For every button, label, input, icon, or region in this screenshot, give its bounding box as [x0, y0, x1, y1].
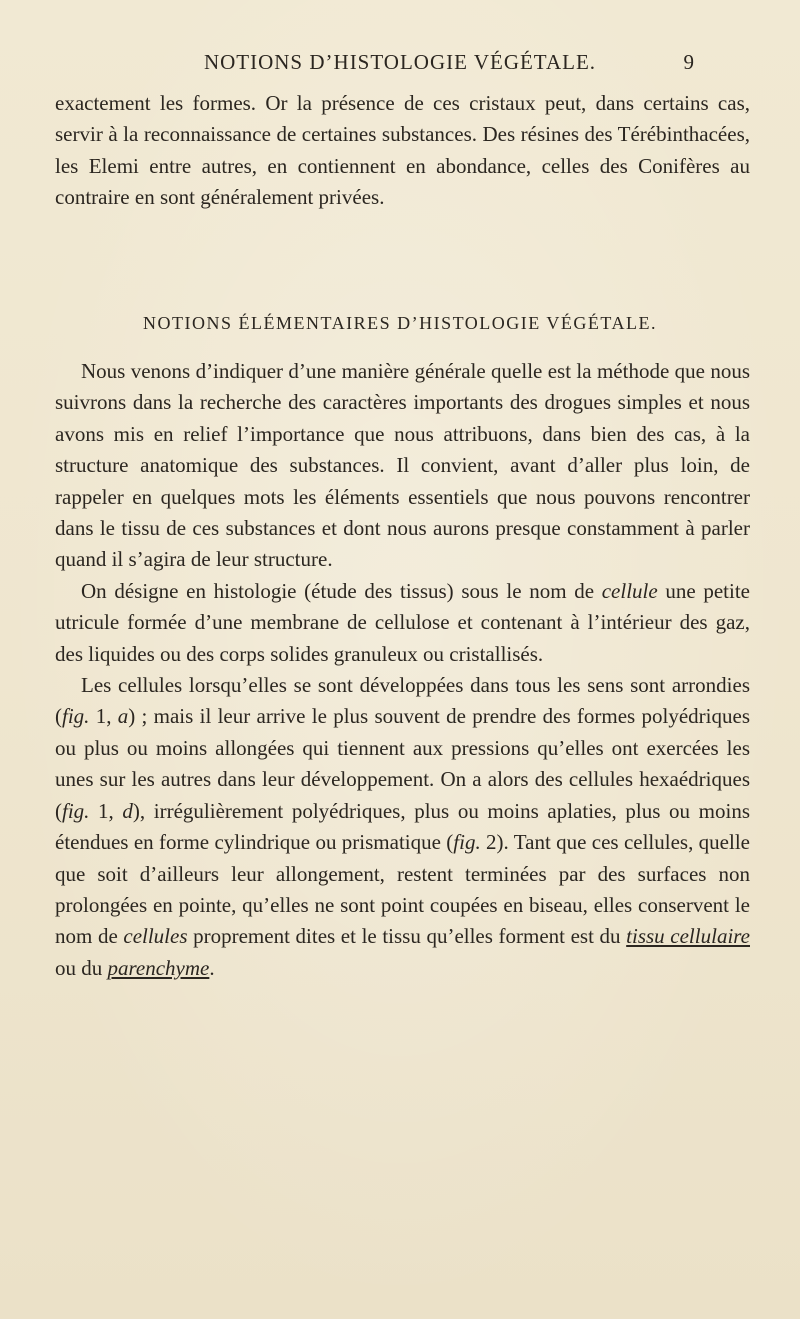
paragraph-text: exactement les formes. Or la présence de ces cristaux peut, dans certains cas, servir à la reconnaissance de certaines substances. Des résines des Térébinthacées, les Elemi entre autres, en contiennent en abondance, celles des Conifères au contraire en sont généralement privées. [55, 91, 750, 210]
running-head [0, 50, 800, 80]
term-parenchyme: parenchyme [107, 955, 210, 980]
text-run: ) ; mais il leur arrive le plus souvent de prendre des formes polyédriques ou plus ou moins allongées qui tiennent aux pressions qu’elles ont exercées les unes sur les autres dans leur développement. On a alors des cellules hexaédriques ( [55, 704, 750, 823]
text-run: ou du [55, 955, 108, 980]
text-run: 1, [89, 798, 123, 823]
paragraph-intro: Nous venons d’indiquer d’une manière générale quelle est la méthode que nous suivrons dans la recherche des caractères importants des drogues simples et nous avons mis en relief l’importance que nous attribuons, dans bien des cas, à la structure anatomique des substances. Il convient, avant d’aller plus loin, de rappeler en quelques mots les éléments essentiels que nous pouvons rencontrer dans le tissu de ces substances et dont nous aurons presque constamment à parler quand il s’agira de leur structure. [55, 359, 750, 572]
page-number: 9 [683, 50, 695, 74]
fig-reference: fig. [62, 704, 90, 729]
text-run: On désigne en histologie (étude des tissus) sous le nom de [81, 578, 602, 603]
fig-letter: d [122, 798, 133, 823]
fig-reference: fig. [62, 798, 90, 823]
section-body [55, 356, 750, 984]
fig-reference: fig. [453, 830, 481, 855]
running-title: NOTIONS D’HISTOLOGIE VÉGÉTALE. [203, 50, 597, 74]
fig-letter: a [117, 704, 129, 729]
paragraph-cell-shapes [55, 670, 750, 984]
opening-paragraph [55, 88, 750, 214]
term-cellules: cellules [123, 924, 188, 949]
text-run: proprement dites et le tissu qu’elles forment est du [187, 924, 627, 949]
paragraph-cellule-definition [55, 576, 750, 670]
text-run: 2). Tant que ces cellules, quelle que soit d’ailleurs leur allongement, restent terminées par des surfaces non prolongées en pointe, qu’elles ne sont point coupées en biseau, elles conservent le nom de [55, 830, 750, 949]
term-cellule: cellule [601, 578, 658, 603]
text-run: Les cellules lorsqu’elles se sont développées dans tous les sens sont arrondies ( [55, 673, 750, 729]
text-run: ), irrégulièrement polyédriques, plus ou moins aplaties, plus ou moins étendues en forme cylindrique ou prismatique ( [55, 798, 750, 855]
text-run: . [209, 955, 215, 980]
text-run: 1, [89, 704, 118, 729]
term-tissu-cellulaire: tissu cellulaire [626, 924, 750, 949]
section-heading: NOTIONS ÉLÉMENTAIRES D’HISTOLOGIE VÉGÉTALE. [143, 313, 657, 333]
text-run: une petite utricule formée d’une membrane de cellulose et contenant à l’intérieur des gaz, des liquides ou des corps solides granuleux ou cristallisés. [55, 578, 751, 666]
